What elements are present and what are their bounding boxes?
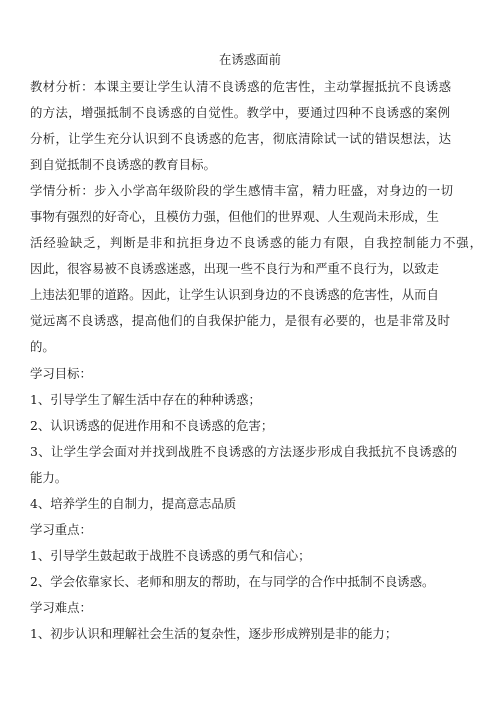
students-line-2: 事物有强烈的好奇心，且模仿力强，但他们的世界观、人生观尚未形成，生 xyxy=(30,209,439,224)
students-line-1: 学情分析：步入小学高年级阶段的学生感情丰富，精力旺盛，对身边的一切 xyxy=(30,183,453,198)
goal-item-3-continued: 能力。 xyxy=(30,470,68,485)
goal-item-3: 3、让学生学会面对并找到战胜不良诱惑的方法逐步形成自我抵抗不良诱惑的 xyxy=(30,444,457,459)
key-item-1: 1、引导学生鼓起敢于战胜不良诱惑的勇气和信心； xyxy=(30,548,311,563)
students-line-5: 上违法犯罪的道路。因此，让学生认识到身边的不良诱惑的危害性，从而自 xyxy=(30,287,439,302)
document-title: 在诱惑面前 xyxy=(219,52,281,67)
students-line-4: 因此，很容易被不良诱惑迷惑，出现一些不良行为和严重不良行为，以致走 xyxy=(30,261,439,276)
analysis-line-1: 教材分析：本课主要让学生认清不良诱惑的危害性，主动掌握抵抗不良诱惑 xyxy=(30,79,451,94)
goal-item-4: 4、培养学生的自制力，提高意志品质 xyxy=(30,496,237,511)
analysis-line-4: 到自觉抵制不良诱惑的教育目标。 xyxy=(30,157,216,172)
difficult-item-1: 1、初步认识和理解社会生活的复杂性，逐步形成辨别是非的能力； xyxy=(30,626,398,641)
analysis-line-3: 分析，让学生充分认识到不良诱惑的危害，彻底清除试一试的错误想法，达 xyxy=(30,131,451,146)
goal-item-1: 1、引导学生了解生活中存在的种种诱惑； xyxy=(30,392,261,407)
students-line-7: 的。 xyxy=(30,339,55,354)
goal-item-2: 2、认识诱惑的促进作用和不良诱惑的危害； xyxy=(30,418,274,433)
key-heading: 学习重点： xyxy=(30,522,92,537)
analysis-line-2: 的方法，增强抵制不良诱惑的自觉性。教学中，要通过四种不良诱惑的案例 xyxy=(30,105,450,120)
students-line-6: 觉远离不良诱惑，提高他们的自我保护能力，是很有必要的，也是非常及时 xyxy=(30,313,450,328)
difficult-heading: 学习难点： xyxy=(30,600,92,615)
goals-heading: 学习目标： xyxy=(30,366,92,381)
key-item-2: 2、学会依靠家长、老师和朋友的帮助，在与同学的合作中抵制不良诱惑。 xyxy=(30,574,435,589)
students-line-3: 活经验缺乏，判断是非和抗拒身边不良诱惑的能力有限，自我控制能力不强， xyxy=(30,235,482,250)
